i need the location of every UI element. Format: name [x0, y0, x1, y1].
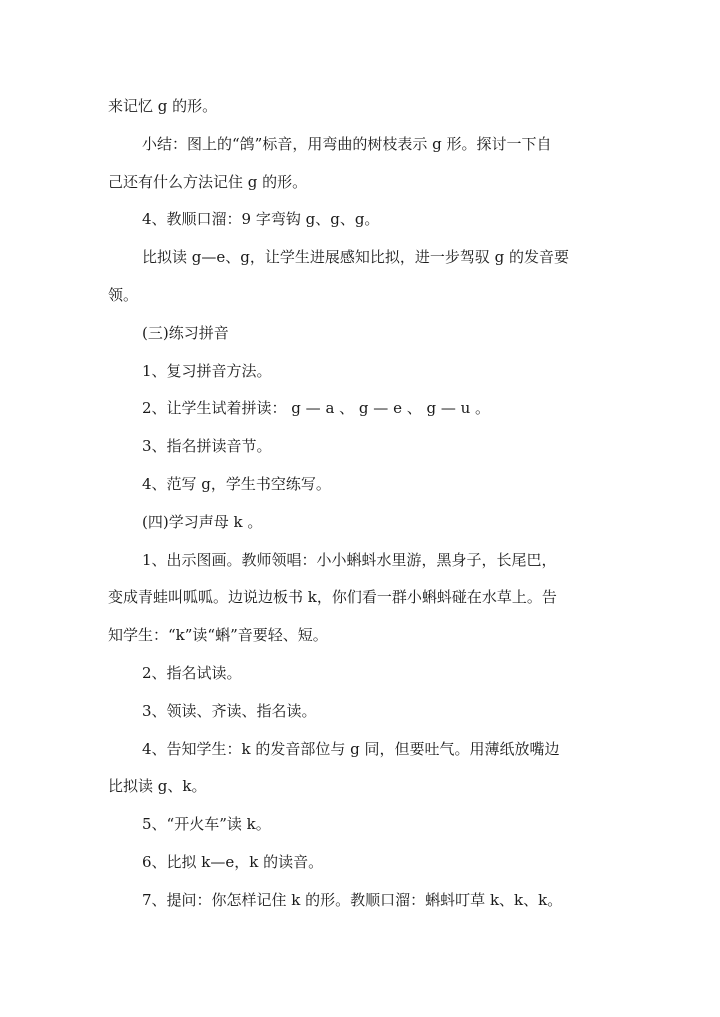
text-line-17: 3、领读、齐读、指名读。	[142, 701, 317, 720]
text-line-8: 1、复习拼音方法。	[142, 361, 272, 380]
text-line-15: 知学生：“k”读“蝌”音要轻、短。	[108, 626, 328, 645]
text-line-19: 比拟读 g、k。	[108, 777, 207, 796]
text-line-6: 领。	[108, 285, 139, 304]
text-line-13: 1、出示图画。教师领唱：小小蝌蚪水里游，黑身子，长尾巴，	[142, 550, 557, 569]
text-line-3: 己还有什么方法记住 g 的形。	[108, 172, 308, 191]
text-line-11: 4、范写 g，学生书空练写。	[142, 474, 331, 493]
text-line-2: 小结：图上的“鸽”标音，用弯曲的树枝表示 g 形。探讨一下自	[142, 134, 552, 153]
section-heading-k: (四)学习声母 k 。	[142, 512, 263, 531]
text-line-10: 3、指名拼读音节。	[142, 437, 272, 456]
document-body	[108, 88, 614, 920]
text-line-9: 2、让学生试着拼读： g — a 、 g — e 、 g — u 。	[142, 399, 491, 418]
text-line-21: 6、比拟 k—e，k 的读音。	[142, 852, 324, 871]
text-line-22: 7、提问：你怎样记住 k 的形。教顺口溜：蝌蚪叮草 k、k、k。	[142, 890, 563, 909]
text-line-20: 5、“开火车”读 k。	[142, 815, 271, 834]
text-line-14: 变成青蛙叫呱呱。边说边板书 k，你们看一群小蝌蚪碰在水草上。告	[108, 588, 557, 607]
section-heading-practice: (三)练习拼音	[142, 323, 229, 342]
text-line-4: 4、教顺口溜：9 字弯钩 g、g、g。	[142, 210, 380, 229]
text-line-16: 2、指名试读。	[142, 663, 242, 682]
text-line-5: 比拟读 g—e、g，让学生进展感知比拟，进一步驾驭 g 的发音要	[142, 248, 569, 267]
text-line-1: 来记忆 g 的形。	[108, 97, 218, 115]
text-line-18: 4、告知学生：k 的发音部位与 g 同，但要吐气。用薄纸放嘴边	[142, 739, 560, 758]
